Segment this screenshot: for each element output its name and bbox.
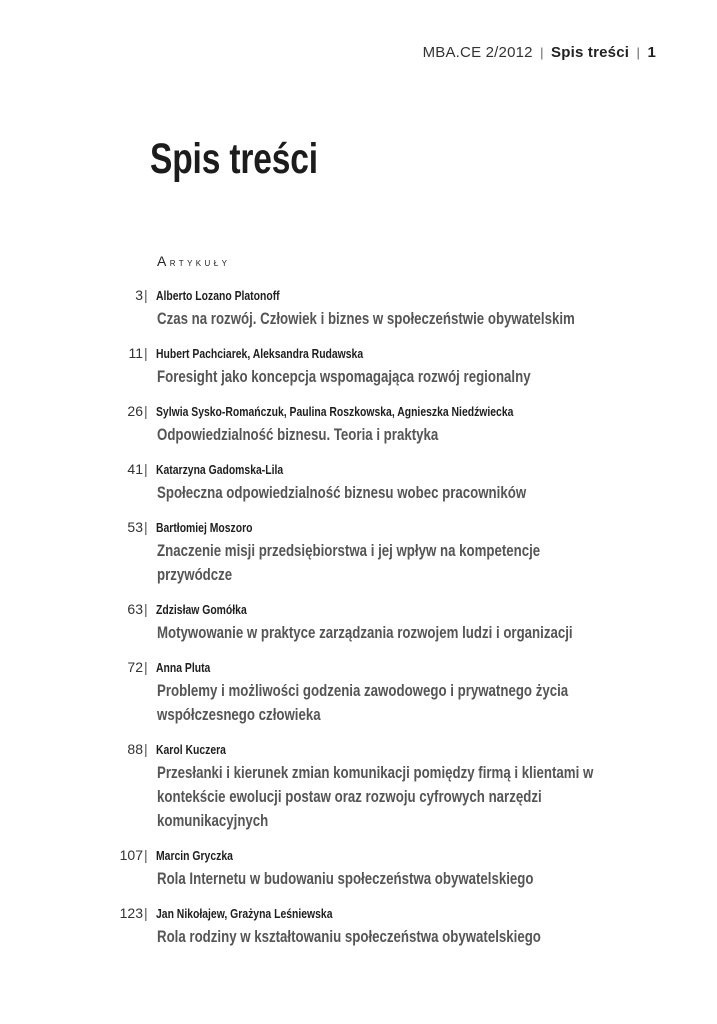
page-title: Spis treści	[150, 135, 318, 183]
toc-separator: |	[144, 601, 148, 617]
toc-article-title: Czas na rozwój. Człowiek i biznes w społeczeństwie obywatelskim	[157, 309, 575, 328]
toc-separator: |	[144, 461, 148, 477]
toc-authors: Jan Nikołajew, Grażyna Leśniewska	[156, 906, 333, 921]
toc-authors: Katarzyna Gadomska-Lila	[156, 462, 284, 477]
toc-entry	[0, 903, 717, 949]
toc-page-number: 41	[127, 461, 143, 477]
toc-article-title: Przesłanki i kierunek zmian komunikacji pomiędzy firmą i klientami w kontekście ewolucji postaw oraz rozwoju cyfrowych narzędzi komunikacyjnych	[157, 763, 594, 830]
toc-article-title: Rola Internetu w budowaniu społeczeństwa obywatelskiego	[157, 869, 534, 888]
toc-page-number: 72	[127, 659, 143, 675]
toc-article-title: Społeczna odpowiedzialność biznesu wobec pracowników	[157, 483, 527, 502]
toc-authors: Zdzisław Gomółka	[156, 602, 247, 617]
toc-page-number: 63	[127, 601, 143, 617]
toc-separator: |	[144, 287, 148, 303]
toc-article-title: Odpowiedzialność biznesu. Teoria i praktyka	[157, 425, 439, 444]
toc-separator: |	[144, 847, 148, 863]
header-section: Spis treści	[551, 44, 630, 61]
toc-entry	[0, 517, 717, 587]
section-label-initial: A	[157, 253, 170, 269]
toc-entry	[0, 739, 717, 833]
toc-article-title: Motywowanie w praktyce zarządzania rozwojem ludzi i organizacji	[157, 623, 573, 642]
toc-entry	[0, 657, 717, 727]
toc-page-number: 53	[127, 519, 143, 535]
section-label	[157, 253, 230, 269]
toc-article-title: Rola rodziny w kształtowaniu społeczeństwa obywatelskiego	[157, 927, 541, 946]
section-label-rest: rtykuły	[169, 257, 231, 269]
toc-page-number: 88	[127, 741, 143, 757]
toc-page-number: 3	[135, 287, 143, 303]
table-of-contents	[0, 285, 717, 961]
toc-authors: Sylwia Sysko-Romańczuk, Paulina Roszkowska, Agnieszka Niedźwiecka	[156, 404, 514, 419]
toc-entry	[0, 459, 717, 505]
header-separator: |	[540, 45, 544, 60]
toc-separator: |	[144, 905, 148, 921]
toc-entry	[0, 599, 717, 645]
toc-entry	[0, 845, 717, 891]
toc-page-number: 107	[119, 847, 143, 863]
toc-authors: Hubert Pachciarek, Aleksandra Rudawska	[156, 346, 364, 361]
toc-page-number: 26	[127, 403, 143, 419]
toc-authors: Alberto Lozano Platonoff	[156, 288, 280, 303]
running-header	[423, 44, 656, 61]
journal-issue: MBA.CE 2/2012	[422, 44, 533, 61]
toc-page-number: 123	[119, 905, 143, 921]
header-separator: |	[636, 45, 641, 60]
toc-entry	[0, 401, 717, 447]
toc-separator: |	[144, 659, 148, 675]
toc-article-title: Foresight jako koncepcja wspomagająca rozwój regionalny	[157, 367, 531, 386]
toc-authors: Marcin Gryczka	[156, 848, 233, 863]
toc-authors: Anna Pluta	[156, 660, 211, 675]
toc-entry	[0, 285, 717, 331]
page-number: 1	[647, 44, 656, 61]
toc-page-number: 11	[128, 345, 143, 361]
toc-article-title: Problemy i możliwości godzenia zawodowego i prywatnego życia współczesnego człowieka	[157, 681, 569, 724]
toc-separator: |	[144, 741, 148, 757]
toc-entry	[0, 343, 717, 389]
toc-separator: |	[144, 403, 148, 419]
toc-article-title: Znaczenie misji przedsiębiorstwa i jej wpływ na kompetencje przywódcze	[157, 541, 541, 584]
toc-separator: |	[144, 519, 148, 535]
toc-separator: |	[144, 345, 148, 361]
toc-authors: Karol Kuczera	[156, 742, 226, 757]
toc-authors: Bartłomiej Moszoro	[156, 520, 253, 535]
